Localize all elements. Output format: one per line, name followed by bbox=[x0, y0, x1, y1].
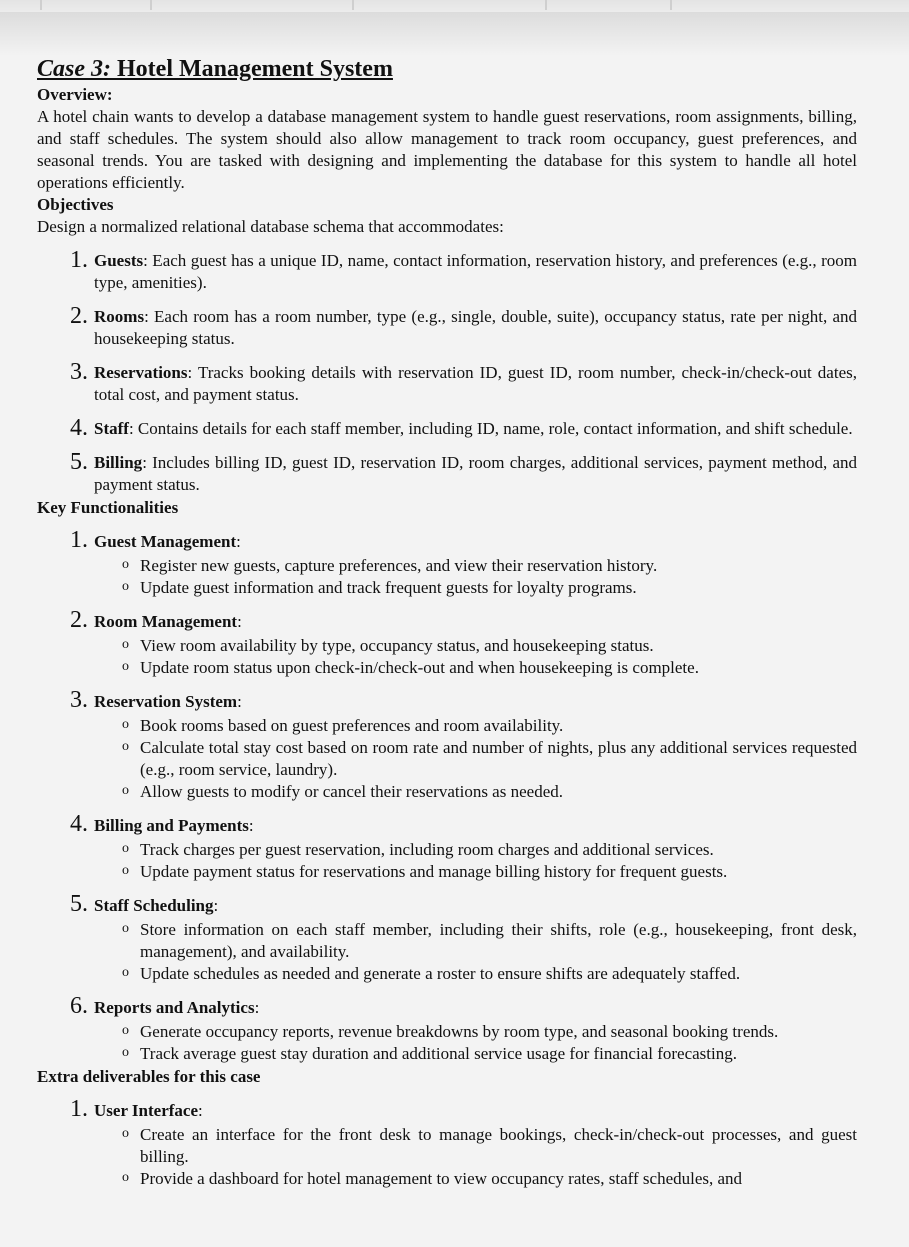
objective-label: Rooms bbox=[94, 307, 145, 326]
objective-item bbox=[37, 450, 857, 496]
functionality-bullets bbox=[37, 1021, 857, 1065]
case-label: Case 3: bbox=[37, 56, 111, 82]
extra-deliverables-list bbox=[37, 1097, 857, 1190]
bullet-item: o Track average guest stay duration and additional service usage for financial forecasting. bbox=[120, 1043, 857, 1065]
bullet-item: o Store information on each staff member, including their shifts, role (e.g., housekeeping, front desk, management), and availability. bbox=[120, 919, 857, 963]
functionality-label-line bbox=[94, 608, 857, 633]
page-shadow bbox=[0, 12, 909, 56]
functionality-label-line bbox=[94, 812, 857, 837]
objective-label: Billing bbox=[94, 453, 143, 472]
functionality-bullets bbox=[37, 919, 857, 985]
bullet-item: o Calculate total stay cost based on room rate and number of nights, plus any additional services requested (e.g., room service, laundry). bbox=[120, 737, 857, 781]
label-suffix: : bbox=[198, 1101, 203, 1120]
label-suffix: : bbox=[236, 532, 241, 551]
functionality-label-line bbox=[94, 892, 857, 917]
list-number: 2. bbox=[70, 303, 88, 329]
functionality-label-line bbox=[94, 528, 857, 553]
deliverable-bullets bbox=[37, 1124, 857, 1190]
list-number: 6. bbox=[70, 993, 88, 1019]
functionality-item bbox=[37, 812, 857, 837]
overview-text: A hotel chain wants to develop a database management system to handle guest reservations, room assignments, billing, and staff schedules. The system should also allow management to track room occupancy, guest preferences, and seasonal trends. You are tasked with designing and implementing the database for this system to handle all hotel operations efficiently. bbox=[37, 107, 857, 192]
overview-heading: Overview: bbox=[37, 85, 113, 104]
objective-text bbox=[94, 416, 857, 440]
objective-label: Staff bbox=[94, 419, 129, 438]
page-title bbox=[37, 55, 857, 83]
functionality-item bbox=[37, 994, 857, 1019]
list-number: 1. bbox=[70, 527, 88, 553]
deliverable-label: User Interface bbox=[94, 1101, 199, 1120]
list-number: 2. bbox=[70, 607, 88, 633]
functionality-label-line bbox=[94, 688, 857, 713]
objective-label: Guests bbox=[94, 251, 144, 270]
label-suffix: : bbox=[213, 896, 219, 915]
functionality-item bbox=[37, 892, 857, 917]
functionality-item bbox=[37, 688, 857, 713]
list-number: 5. bbox=[70, 449, 88, 475]
functionality-label: Room Management bbox=[94, 612, 238, 631]
objective-item bbox=[37, 304, 857, 350]
bullet-item: o Update room status upon check-in/check-out and when housekeeping is complete. bbox=[120, 657, 857, 679]
objectives-list bbox=[37, 248, 857, 496]
functionality-item bbox=[37, 608, 857, 633]
functionality-bullets bbox=[37, 839, 857, 883]
bullet-item: o Register new guests, capture preferences, and view their reservation history. bbox=[120, 555, 857, 577]
bullet-item: o Generate occupancy reports, revenue breakdowns by room type, and seasonal booking trends. bbox=[120, 1021, 857, 1043]
objective-item bbox=[37, 360, 857, 406]
label-suffix: : bbox=[248, 816, 254, 835]
objective-item bbox=[37, 416, 857, 440]
deliverable-item bbox=[37, 1097, 857, 1122]
bullet-item: o Update guest information and track frequent guests for loyalty programs. bbox=[120, 577, 857, 599]
objective-description: : Each room has a room number, type (e.g., single, double, suite), occupancy status, rate per night, and housekeeping status. bbox=[94, 307, 857, 348]
label-suffix: : bbox=[237, 692, 242, 711]
bullet-item: o Book rooms based on guest preferences and room availability. bbox=[120, 715, 857, 737]
functionality-bullets bbox=[37, 715, 857, 803]
bullet-item: o Track charges per guest reservation, including room charges and additional services. bbox=[120, 839, 857, 861]
objective-description: : Includes billing ID, guest ID, reservation ID, room charges, additional services, payment method, and payment status. bbox=[94, 453, 857, 494]
list-number: 4. bbox=[70, 415, 88, 441]
list-number: 3. bbox=[70, 359, 88, 385]
bullet-item: o Update payment status for reservations and manage billing history for frequent guests. bbox=[120, 861, 857, 883]
functionality-item bbox=[37, 528, 857, 553]
toolbar-divider bbox=[545, 0, 547, 10]
list-number: 3. bbox=[70, 687, 88, 713]
key-functionalities-list bbox=[37, 528, 857, 1065]
functionality-label: Reservation System bbox=[94, 692, 238, 711]
objective-item bbox=[37, 248, 857, 294]
functionality-bullets bbox=[37, 635, 857, 679]
deliverable-label-line bbox=[94, 1097, 857, 1122]
bullet-item: o View room availability by type, occupancy status, and housekeeping status. bbox=[120, 635, 857, 657]
objective-description: : Contains details for each staff member, including ID, name, role, contact information, and shift schedule. bbox=[128, 419, 853, 438]
objective-text bbox=[94, 450, 857, 496]
objective-label: Reservations bbox=[94, 363, 188, 382]
functionality-label-line bbox=[94, 994, 857, 1019]
objective-text bbox=[94, 360, 857, 406]
functionality-bullets bbox=[37, 555, 857, 599]
objective-text bbox=[94, 304, 857, 350]
list-number: 1. bbox=[70, 1096, 88, 1122]
objective-text bbox=[94, 248, 857, 294]
bullet-item: o Allow guests to modify or cancel their reservations as needed. bbox=[120, 781, 857, 803]
toolbar-divider bbox=[150, 0, 152, 10]
bullet-item: o Update schedules as needed and generate a roster to ensure shifts are adequately staffed. bbox=[120, 963, 857, 985]
list-number: 4. bbox=[70, 811, 88, 837]
bullet-item: o Provide a dashboard for hotel management to view occupancy rates, staff schedules, and bbox=[120, 1168, 857, 1190]
label-suffix: : bbox=[237, 612, 242, 631]
toolbar-divider bbox=[40, 0, 42, 10]
list-number: 5. bbox=[70, 891, 88, 917]
objectives-intro: Design a normalized relational database schema that accommodates: bbox=[37, 217, 504, 236]
objective-description: : Tracks booking details with reservation ID, guest ID, room number, check-in/check-out dates, total cost, and payment status. bbox=[94, 363, 857, 404]
case-title: Hotel Management System bbox=[117, 56, 393, 82]
functionality-label: Guest Management bbox=[94, 532, 237, 551]
bullet-item: o Create an interface for the front desk to manage bookings, check-in/check-out processes, and guest billing. bbox=[120, 1124, 857, 1168]
objective-description: : Each guest has a unique ID, name, contact information, reservation history, and preferences (e.g., room type, amenities). bbox=[94, 251, 857, 292]
functionality-label: Staff Scheduling bbox=[94, 896, 214, 915]
label-suffix: : bbox=[254, 998, 260, 1017]
list-number: 1. bbox=[70, 247, 88, 273]
document-page bbox=[37, 55, 857, 1190]
functionality-label: Reports and Analytics bbox=[94, 998, 255, 1017]
functionality-label: Billing and Payments bbox=[94, 816, 249, 835]
extra-deliverables-heading: Extra deliverables for this case bbox=[37, 1067, 261, 1086]
objectives-heading: Objectives bbox=[37, 195, 114, 214]
toolbar-divider bbox=[352, 0, 354, 10]
key-functionalities-heading: Key Functionalities bbox=[37, 498, 179, 517]
toolbar-divider bbox=[670, 0, 672, 10]
